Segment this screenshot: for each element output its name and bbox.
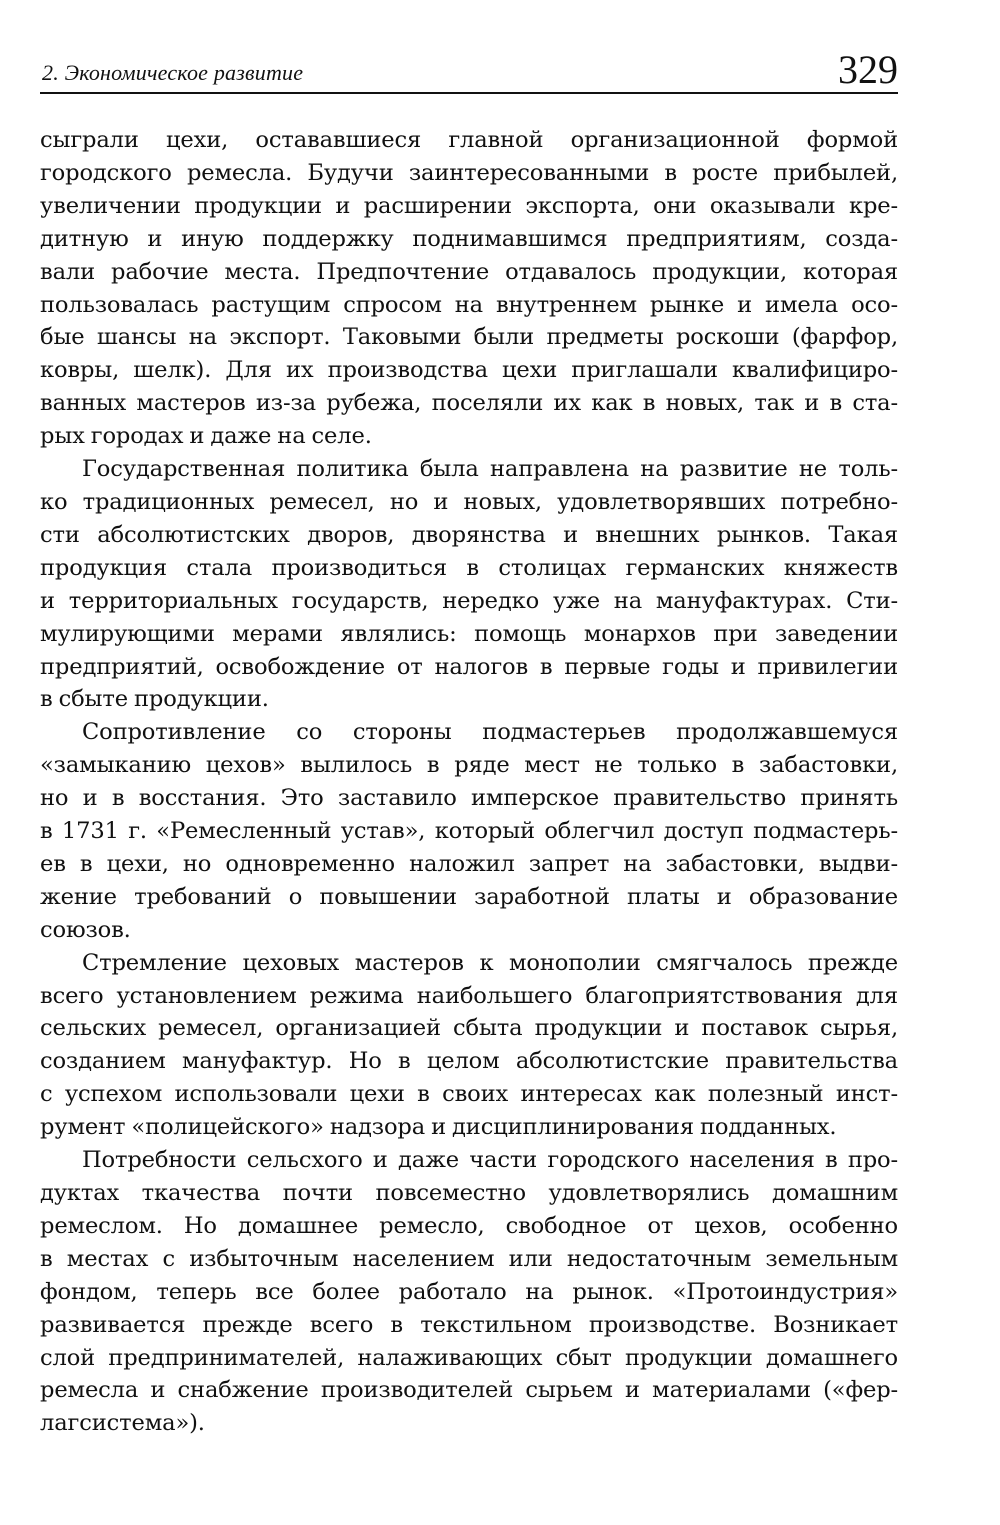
text-line: Стремление цеховых мастеров к монополии смягчалось прежде: [82, 949, 898, 976]
text-line: вали рабочие места. Предпочтение отдавалось продукции, которая: [40, 258, 898, 285]
text-line: пользовалась растущим спросом на внутреннем рынке и имела осо-: [40, 291, 898, 318]
text-line: ковры, шелк). Для их производства цехи приглашали квалифициро-: [40, 357, 898, 384]
text-line: дуктах ткачества почти повсеместно удовлетворялись домашним: [40, 1180, 898, 1206]
text-line: ремесла и снабжение производителей сырьем и материалами («фер-: [40, 1377, 898, 1404]
text-line: союзов.: [40, 916, 131, 943]
text-line: всего установлением режима наибольшего благоприятствования для: [40, 982, 898, 1009]
text-line: сельских ремесел, организацией сбыта продукции и поставок сырья,: [40, 1015, 898, 1042]
text-line: жение требований о повышении заработной платы и образование: [40, 883, 898, 910]
text-line: мулирующими мерами являлись: помощь монархов при заведении: [40, 620, 898, 647]
text-line: в сбыте продукции.: [40, 686, 269, 713]
text-line: в 1731 г. «Ремесленный устав», который облегчил доступ подмастерь-: [40, 818, 898, 845]
book-page: [40, 40, 898, 1440]
text-line: городского ремесла. Будучи заинтересованными в росте прибылей,: [40, 159, 898, 186]
text-line: Потребности сельсхого и даже части городского населения в про-: [82, 1147, 898, 1174]
text-line: сти абсолютистских дворов, дворянства и внешних рынков. Такая: [40, 521, 898, 548]
text-line: созданием мануфактур. Но в целом абсолютистские правительства: [40, 1048, 898, 1075]
text-line: слой предпринимателей, налаживающих сбыт продукции домашнего: [40, 1344, 898, 1371]
text-line: но и в восстания. Это заставило имперское правительство принять: [40, 785, 898, 812]
running-head: [40, 40, 898, 94]
text-line: Государственная политика была направлена на развитие не толь-: [82, 456, 898, 483]
text-line: ев в цехи, но одновременно наложил запрет на забастовки, выдви-: [40, 850, 898, 877]
text-line: ремеслом. Но домашнее ремесло, свободное от цехов, особенно: [40, 1212, 898, 1239]
text-line: ванных мастеров из-за рубежа, поселяли их как в новых, так и в ста-: [40, 390, 898, 417]
page-number: 329: [838, 47, 898, 92]
text-line: с успехом использовали цехи в своих интересах как полезный инст-: [40, 1081, 898, 1108]
text-line: в местах с избыточным населением или недостаточным земельным: [40, 1245, 898, 1272]
text-line: фондом, теперь все более работало на рынок. «Протоиндустрия»: [40, 1278, 898, 1305]
text-line: предприятий, освобождение от налогов в первые годы и привилегии: [40, 653, 898, 680]
text-line: увеличении продукции и расширении экспорта, они оказывали кре-: [40, 192, 898, 219]
text-line: дитную и иную поддержку поднимавшимся предприятиям, созда-: [40, 225, 898, 252]
text-line: румент «полицейского» надзора и дисциплинирования подданных.: [40, 1114, 837, 1141]
text-line: «замыканию цехов» вылилось в ряде мест не только в забастовки,: [40, 752, 898, 779]
text-line: и территориальных государств, нередко уже на мануфактурах. Сти-: [40, 587, 898, 614]
section-title: 2. Экономическое развитие: [42, 60, 304, 85]
body-text: [40, 124, 898, 1440]
text-line: сыграли цехи, остававшиеся главной организационной формой: [40, 127, 898, 153]
text-line: бые шансы на экспорт. Таковыми были предметы роскоши (фарфор,: [40, 324, 898, 351]
text-line: развивается прежде всего в текстильном производстве. Возникает: [40, 1311, 898, 1338]
text-line: продукция стала производиться в столицах германских княжеств: [40, 554, 898, 581]
text-line: лагсистема»).: [40, 1410, 205, 1437]
text-line: ко традиционных ремесел, но и новых, удовлетворявших потребно-: [40, 488, 898, 515]
text-line: Сопротивление со стороны подмастерьев продолжавшемуся: [82, 719, 898, 746]
text-line: рых городах и даже на селе.: [40, 423, 372, 450]
